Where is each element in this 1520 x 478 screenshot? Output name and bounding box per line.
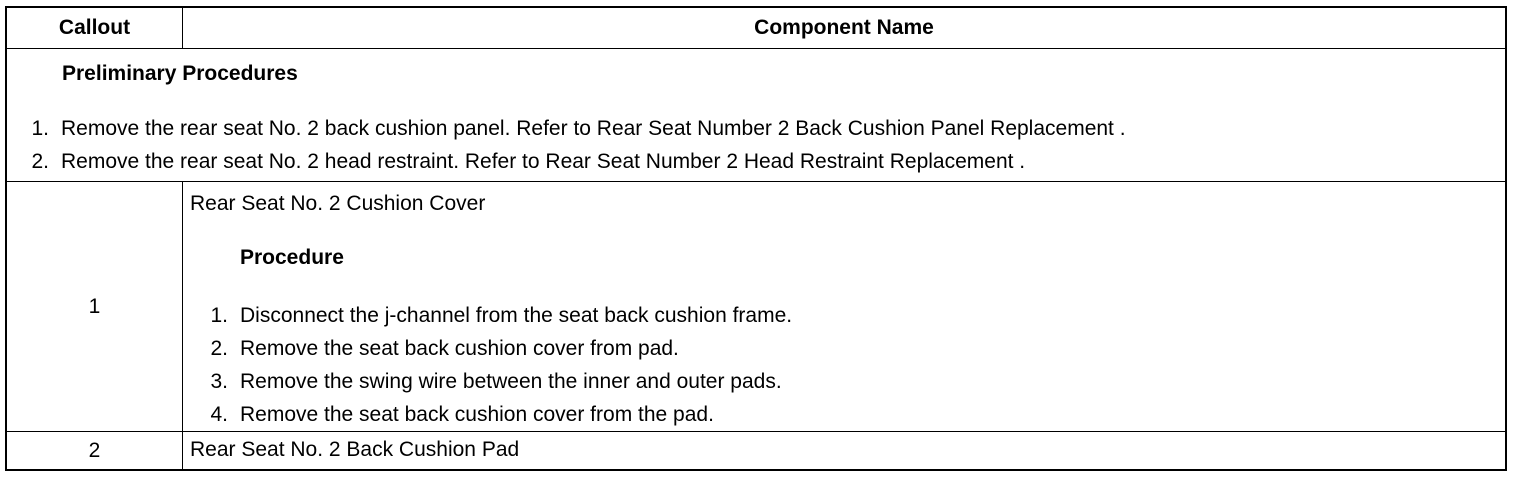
component-name-column-header: Component Name: [754, 16, 934, 39]
step-number: 3.: [210, 370, 228, 393]
table-row: [7, 432, 1505, 469]
table-row: [7, 182, 1505, 432]
step-number: 2.: [210, 337, 228, 360]
callout-number: 1: [88, 294, 101, 318]
component-name: Rear Seat No. 2 Cushion Cover: [190, 192, 486, 215]
table-header-row: [7, 8, 1505, 49]
component-name-cell: [183, 432, 1505, 469]
step-text: Remove the swing wire between the inner and outer pads.: [240, 370, 782, 393]
step-number: 1.: [210, 304, 228, 327]
step-text: Remove the rear seat No. 2 back cushion panel. Refer to Rear Seat Number 2 Back Cushion Panel Replacement .: [61, 117, 1126, 140]
step-text: Remove the seat back cushion cover from pad.: [240, 337, 679, 360]
step-text: Disconnect the j-channel from the seat back cushion frame.: [240, 304, 793, 327]
procedure-title: Procedure: [240, 246, 344, 269]
callout-cell: [7, 182, 183, 431]
callout-number: 2: [88, 438, 101, 462]
preliminary-procedures-row: [7, 49, 1505, 182]
step-number: 2.: [31, 150, 49, 173]
step-number: 1.: [31, 117, 49, 140]
component-name: Rear Seat No. 2 Back Cushion Pad: [190, 438, 520, 461]
callout-cell: [7, 432, 183, 469]
step-text: Remove the rear seat No. 2 head restraint. Refer to Rear Seat Number 2 Head Restraint Replacement .: [61, 150, 1026, 173]
step-text: Remove the seat back cushion cover from the pad.: [240, 403, 714, 426]
callout-column-header: Callout: [7, 8, 183, 48]
preliminary-procedures-title: Preliminary Procedures: [62, 62, 298, 85]
component-table: [5, 6, 1507, 471]
step-number: 4.: [210, 403, 228, 426]
component-name-cell: [183, 182, 1505, 431]
